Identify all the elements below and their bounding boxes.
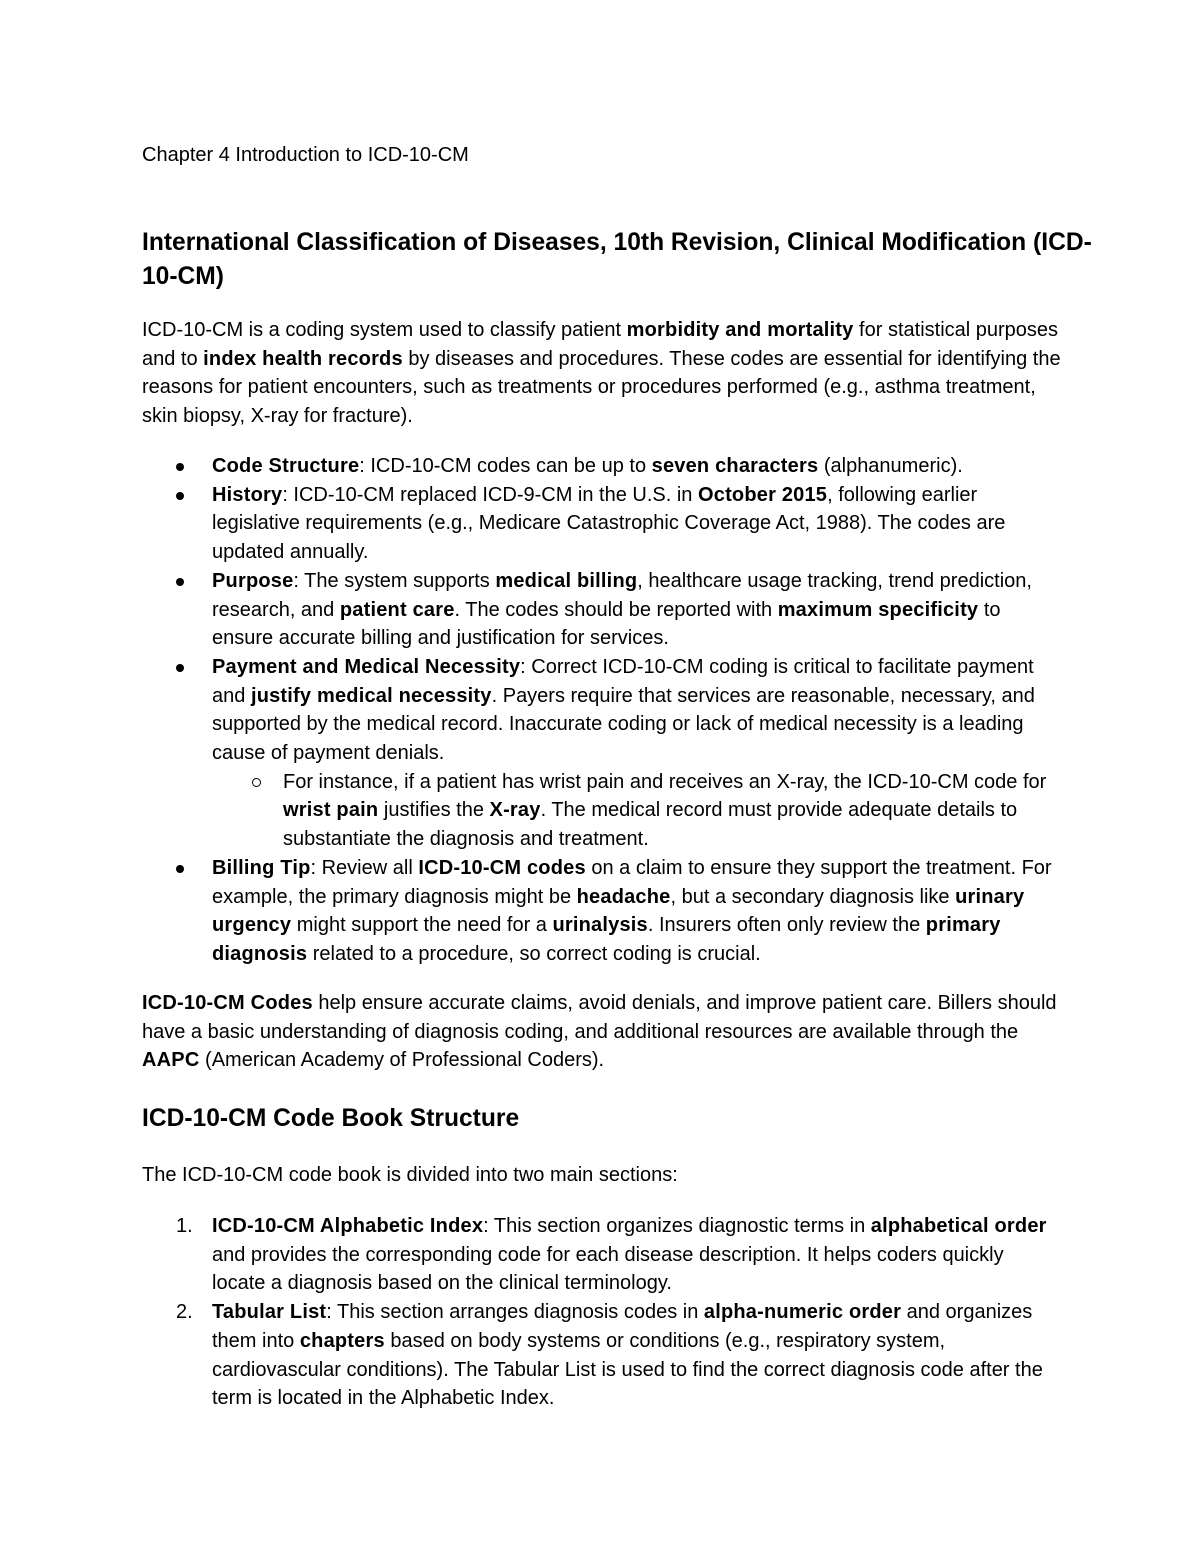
bullet-bold: urinary urgency	[212, 885, 1025, 937]
sub-bullet-bold: wrist pain	[283, 799, 379, 822]
main-heading: International Classification of Diseases, 10th Revision, Clinical Modification (ICD-10-CM)	[142, 229, 1092, 290]
bullet-label: Code Structure	[212, 455, 360, 477]
bullet-text: . Insurers often only review the	[647, 914, 926, 937]
summary-bold: AAPC	[142, 1049, 200, 1072]
chapter-title: Chapter 4 Introduction to ICD-10-CM	[142, 144, 469, 166]
bullet-text: : The system supports	[293, 569, 496, 592]
bullet-text: , but a secondary diagnosis like	[670, 885, 956, 908]
numbered-item-tabular-list	[142, 1298, 1062, 1413]
bullet-bold: seven characters	[651, 455, 819, 477]
sub-bullet-bold: X-ray	[489, 799, 541, 822]
bullet-item-history	[142, 481, 1062, 567]
sub-bullet-text: justifies the	[378, 799, 490, 822]
bullet-text: related to a procedure, so correct coding is crucial.	[307, 942, 761, 965]
bullet-dot-icon	[176, 492, 184, 500]
bullet-text: : Review all	[310, 856, 419, 879]
sub-bullet-text: For instance, if a patient has wrist pain and receives an X-ray, the ICD-10-CM code for	[283, 770, 1047, 793]
sub-bullet-list	[212, 768, 1062, 854]
numbered-text: and provides the corresponding code for each disease description. It helps coders quickly locate a diagnosis based on the clinical terminology.	[212, 1243, 1004, 1295]
bullet-text: : ICD-10-CM codes can be up to	[359, 455, 652, 477]
bullet-dot-icon	[176, 664, 184, 672]
bullet-label: History	[212, 483, 283, 506]
list-number: 2.	[176, 1301, 193, 1324]
numbered-list	[142, 1212, 1062, 1413]
intro-bold: index health records	[203, 347, 403, 370]
bullet-text: to ensure accurate billing and justification for services.	[212, 598, 1001, 650]
bullet-text: . Payers require that services are reasonable, necessary, and supported by the medical record. Inaccurate coding or lack of medical necessity is a leading cause of payment denials.	[212, 684, 1035, 765]
bullet-item-billing-tip	[142, 854, 1062, 969]
bullet-bold: headache	[576, 885, 671, 908]
numbered-text: based on body systems or conditions (e.g., respiratory system, cardiovascular conditions). The Tabular List is used to find the correct diagnosis code after the term is located in the Alphabetic Index.	[212, 1329, 1043, 1410]
bullet-bold: ICD-10-CM codes	[418, 856, 586, 879]
bullet-bold: maximum specificity	[777, 598, 979, 621]
bullet-label: Purpose	[212, 569, 294, 592]
bullet-bold: medical billing	[495, 569, 638, 592]
bullet-bold: justify medical necessity	[250, 684, 492, 707]
bullet-circle-icon	[252, 778, 261, 787]
numbered-text: : This section organizes diagnostic terms in	[483, 1215, 871, 1237]
bullet-bold: patient care	[339, 598, 455, 621]
intro-bold: morbidity and mortality	[626, 319, 854, 341]
list-number: 1.	[176, 1215, 193, 1237]
section-heading: ICD-10-CM Code Book Structure	[142, 1105, 520, 1132]
bullet-text: . The codes should be reported with	[454, 598, 778, 621]
bullet-text: : ICD-10-CM replaced ICD-9-CM in the U.S. in	[282, 483, 698, 506]
bullet-item-purpose	[142, 567, 1062, 653]
bullet-item-code-structure	[142, 452, 1062, 481]
bullet-item-payment	[142, 653, 1062, 854]
bullet-list	[142, 452, 1062, 969]
bullet-bold: urinalysis	[552, 914, 648, 937]
sub-bullet-item	[212, 768, 1062, 854]
bullet-text: : Correct ICD-10-CM coding is critical to facilitate payment and	[212, 655, 1034, 707]
sections-intro: The ICD-10-CM code book is divided into two main sections:	[142, 1164, 678, 1186]
bullet-dot-icon	[176, 463, 184, 471]
intro-text: ICD-10-CM is a coding system used to classify patient	[142, 319, 627, 341]
bullet-label: Billing Tip	[212, 856, 311, 879]
bullet-text: , healthcare usage tracking, trend prediction, research, and	[212, 569, 1032, 621]
summary-paragraph	[142, 989, 1072, 1075]
numbered-bold: chapters	[299, 1329, 385, 1352]
bullet-text: might support the need for a	[291, 914, 553, 937]
intro-text: by diseases and procedures. These codes are essential for identifying the reasons for patient encounters, such as treatments or procedures performed (e.g., asthma treatment, skin biopsy, X-ray for fracture).	[142, 347, 1061, 428]
numbered-item-alphabetic-index	[142, 1212, 1062, 1298]
numbered-bold: alphabetical order	[870, 1215, 1047, 1237]
bullet-text: , following earlier legislative requirements (e.g., Medicare Catastrophic Coverage Act, 1988). The codes are updated annually.	[212, 483, 1006, 564]
bullet-bold: October 2015	[697, 483, 828, 506]
numbered-label: ICD-10-CM Alphabetic Index	[212, 1215, 484, 1237]
intro-paragraph	[142, 316, 1072, 431]
sub-bullet-text: . The medical record must provide adequate details to substantiate the diagnosis and treatment.	[283, 799, 1018, 851]
bullet-label: Payment and Medical Necessity	[212, 655, 521, 678]
summary-text: (American Academy of Professional Coders).	[199, 1049, 605, 1072]
intro-text: for statistical purposes and to	[142, 319, 1059, 370]
bullet-text: on a claim to ensure they support the treatment. For example, the primary diagnosis might be	[212, 856, 1052, 908]
numbered-label: Tabular List	[212, 1301, 327, 1324]
numbered-bold: alpha-numeric order	[703, 1301, 902, 1324]
summary-bold: ICD-10-CM Codes	[142, 992, 313, 1014]
bullet-bold: primary diagnosis	[212, 914, 1001, 965]
bullet-dot-icon	[176, 865, 184, 873]
bullet-text: (alphanumeric).	[818, 455, 963, 477]
numbered-text: and organizes them into	[212, 1301, 1033, 1352]
summary-text: help ensure accurate claims, avoid denials, and improve patient care. Billers should have a basic understanding of diagnosis coding, and additional resources are available through the	[142, 992, 1057, 1043]
numbered-text: : This section arranges diagnosis codes in	[326, 1301, 704, 1324]
bullet-dot-icon	[176, 578, 184, 586]
